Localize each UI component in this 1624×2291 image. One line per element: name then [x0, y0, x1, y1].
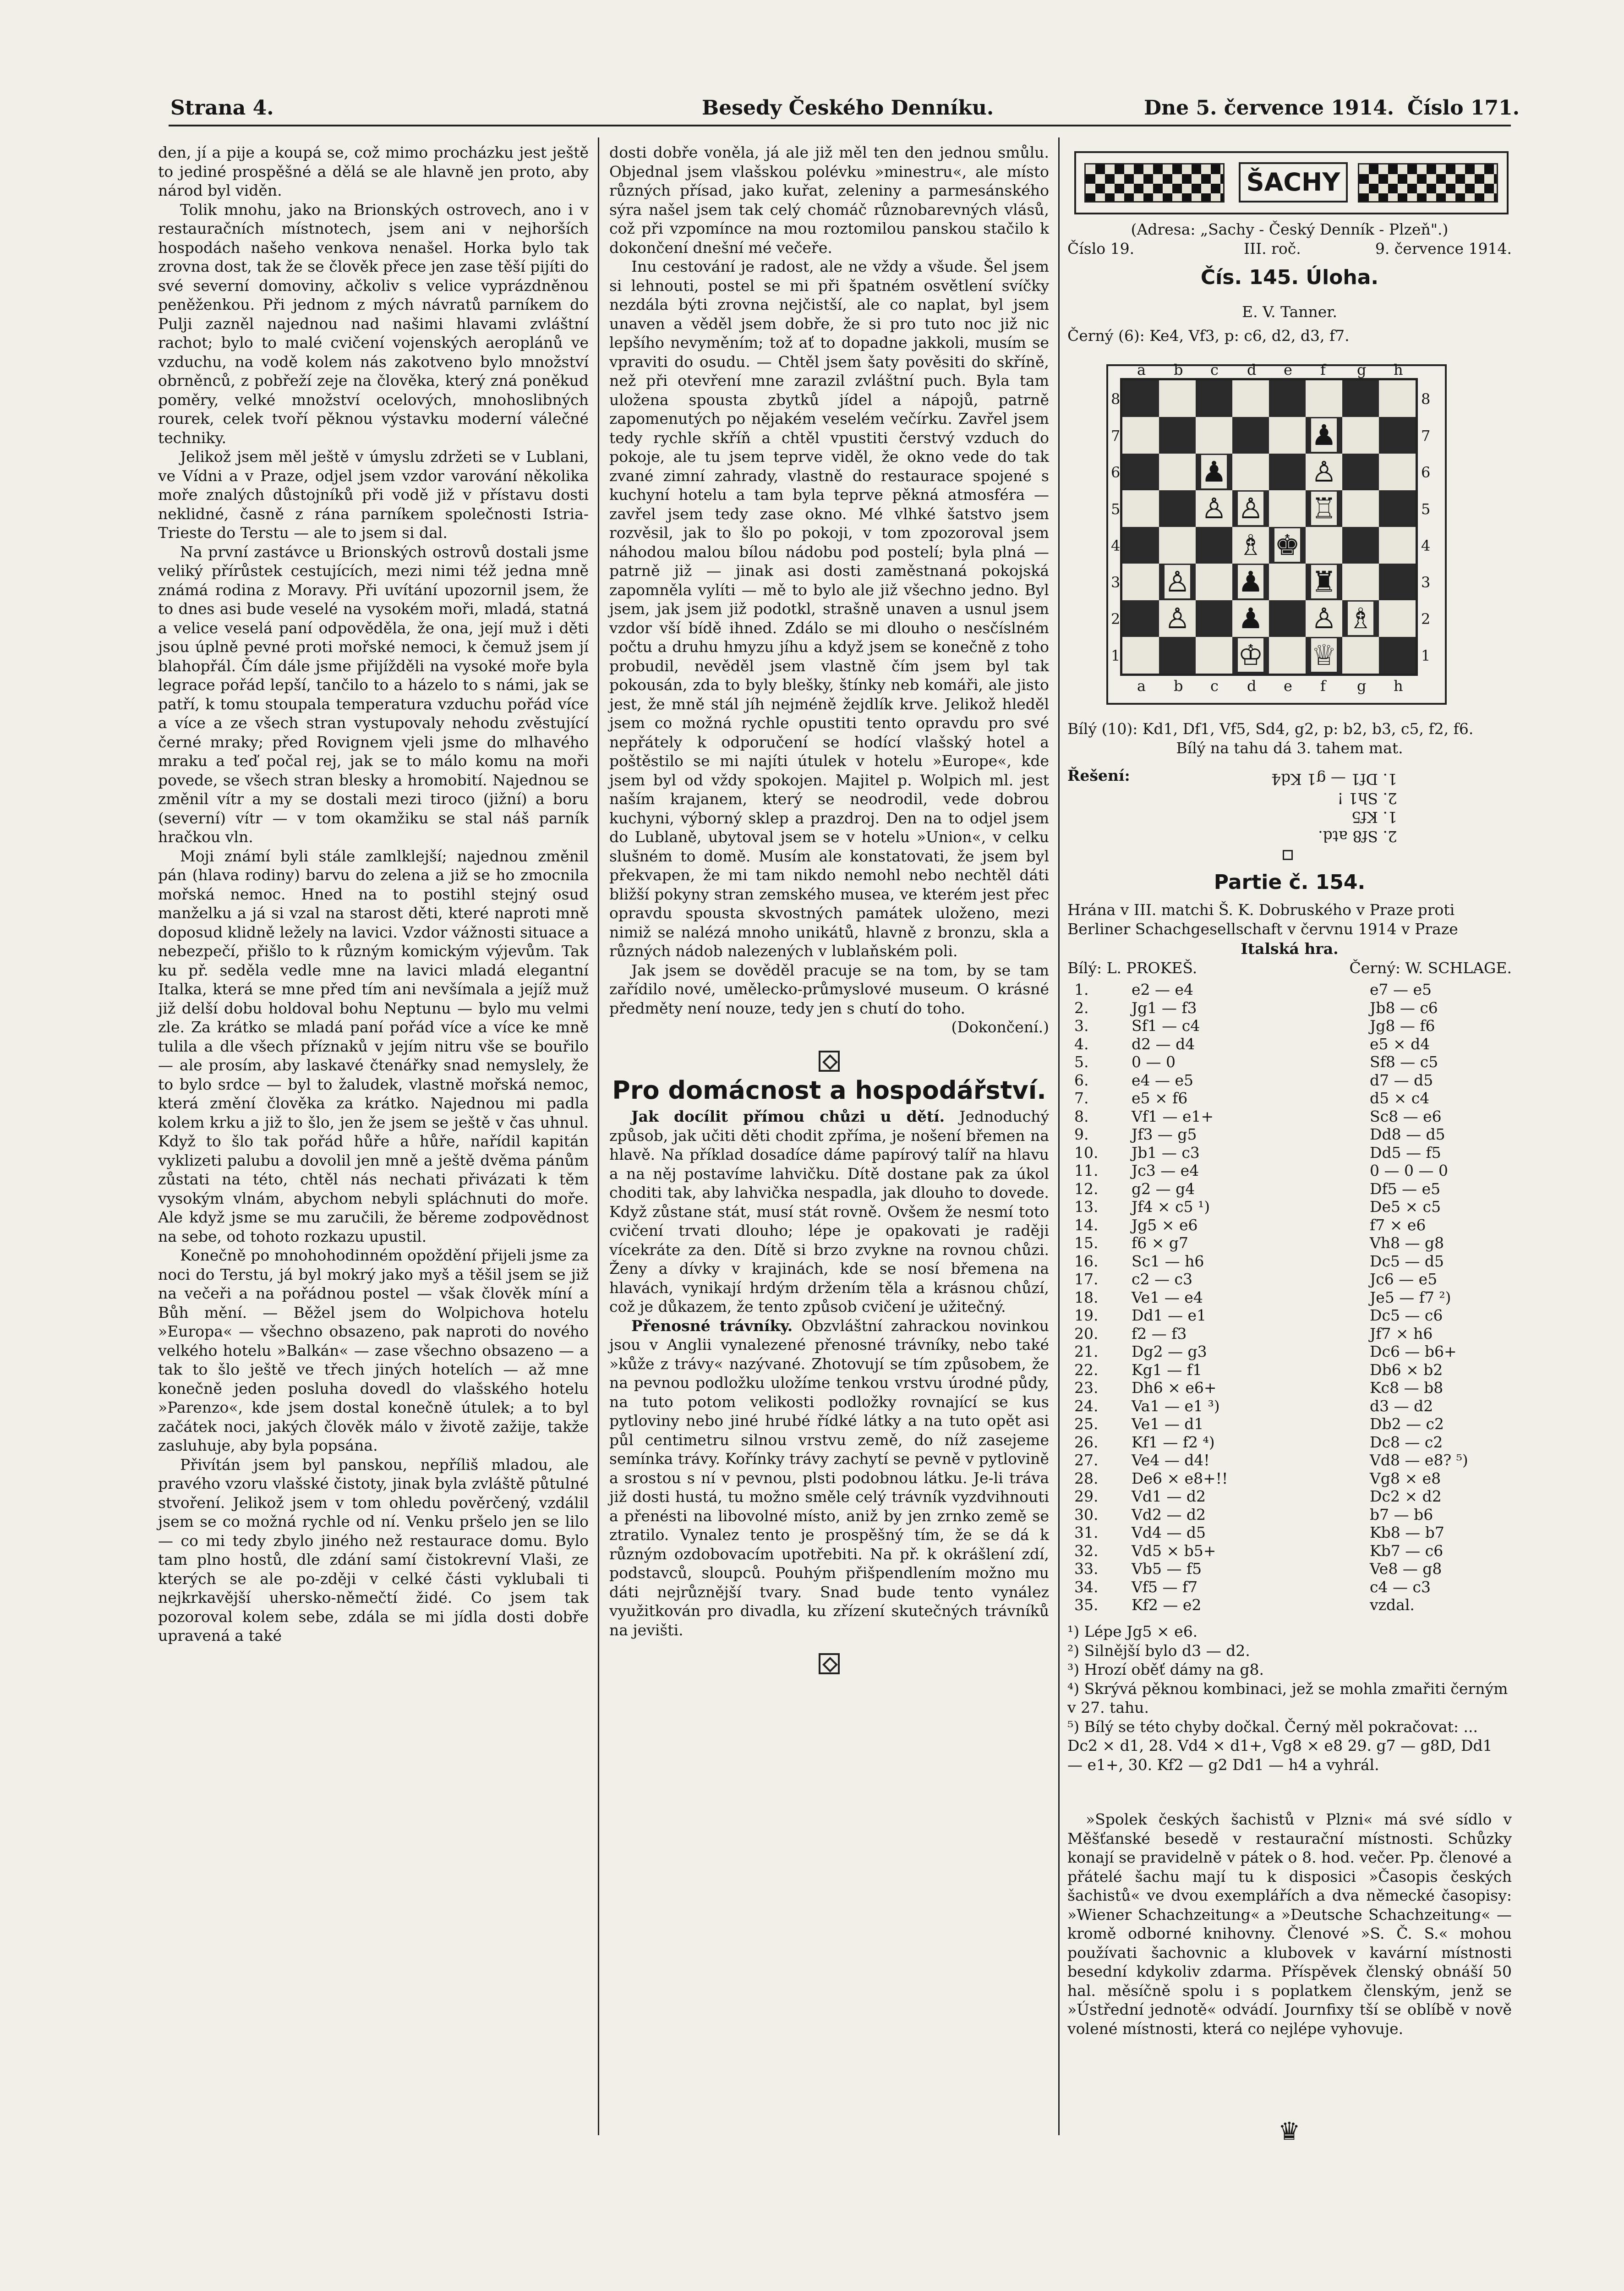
move-number: 35. — [1074, 1596, 1099, 1614]
move-number: 22. — [1074, 1360, 1099, 1379]
game-note: ⁵) Bílý se této chyby dočkal. Černý měl pokračovat: ... Dc2 × d1, 28. Vd4 × d1+, Vg8 × e8 29. g7 — g8D, Dd1 — e1+, 30. Kf2 — g2 Dd1 — h4 a vyhrál. — [1067, 1717, 1493, 1774]
game-info: Hrána v III. matchi Š. K. Dobruského v Praze proti Berliner Schachgesellschaft v červnu 1914 v Praze — [1067, 901, 1458, 938]
move-row — [1067, 1125, 1507, 1144]
solution-line: 2. Sf8 atd. — [1318, 828, 1397, 845]
article-paragraph: Jednoduchý způsob, jak učiti děti chodit zpříma, je nošení břemen na hlavě. Na příklad dosadíce dáme papírový talíř na hlavu a na něj postavíme lahvičku. Dítě dostane pak za úkol choditi tak, aby lahvička nespadla, jak dlouho to dovede. Když zůstane stát, musí stát rovně. Ovšem že nesmí toto cvičení trvati dlouho; lépe je opakovati je raději vícekráte za den. Dítě si brzo zvykne na rovnou chůzi. Ženy a dívky v krajinách, kde se nosí břemena na hlavách, vynikají hrdým držením těla a krásnou chůzí, což je důkazem, že tento způsob cvičení je užitečný. — [609, 1107, 1050, 1315]
black-move: Dc5 — c6 — [1370, 1306, 1443, 1324]
black-move: Jb8 — c6 — [1370, 998, 1438, 1017]
game-note: ⁴) Skrývá pěknou kombinaci, jež se mohla zmařiti černým v 27. tahu. — [1067, 1679, 1508, 1716]
move-number: 27. — [1074, 1451, 1099, 1469]
move-row — [1067, 1306, 1507, 1325]
newspaper-title: Besedy Českého Denníku. — [702, 96, 994, 120]
move-row — [1067, 1361, 1507, 1379]
black-pawn-icon: ♟ — [1201, 455, 1227, 488]
white-move: Dd1 — e1 — [1132, 1306, 1207, 1324]
article-paragraph: Moji známí byli stále zamlklejší; najednou změnil pán (hlava rodiny) barvu do zelena a již se ho zmocnila mořská nemoc. Hned na to postihl stejný osud manželku a já si vzal na starost děti, které naproti mně doposud klidně ležely na lavici. Vzdor vážnosti situace a nebezpečí, přišlo to k různým komickým výjevům. Tak ku př. seděla vedle mne na lavici mladá elegantní Italka, která se mne před tím ani nevšímala a jejíž muž již delší dobu holdoval bohu Neptunu — bylo mu velmi zle. Za krátko se mladá paní pořád více a více ke mně tulila a dle všech příznaků v jejím nitru vše se bouřilo — ale prosím, aby laskavé čtenářky snad nemyslely, že to bylo srdce — byl to žaludek, vlastně mořská nemoc, která změní člověka za krátko. Najednou mi padla kolem krku a již to šlo, jen že jsem se ještě v čas uhnul. Když to šlo tak pořád hůře a hůře, nařídil kapitán vyklizeti palubu a dovolil jen mně a ještě dvěma pánům zůstati na této, chtěl nás nechati přivázati k těm vysokým vlnám, abychom nebyli spláchnuti do moře. Ale když jsme se mu zaručili, že běreme zodpovědnost na sebe, od tohoto rozkazu upustil. — [158, 847, 589, 1245]
subheading: Přenosné trávníky. — [631, 1316, 793, 1335]
rank-label: 8 — [1421, 390, 1431, 408]
ornament-icon — [1283, 850, 1293, 860]
move-number: 31. — [1074, 1524, 1099, 1541]
white-move: Kg1 — f1 — [1132, 1360, 1202, 1379]
move-row — [1067, 1506, 1507, 1524]
white-move: Ve4 — d4! — [1132, 1451, 1210, 1469]
article-paragraph: Přivítán jsem byl panskou, nepříliš mladou, ale pravého vzoru vlašské čistoty, jinak byla zvláště půtulné stvoření. Jelikož jsem v tom ohledu pověrčený, vzdálil jsem se co možná rychle od ní. Venku pršelo jen se lilo — co mi tedy zbylo jiného než restaurace domu. Bylo tam plno hostů, dle zdání samí čistokrevní Vlaši, ze kterých se ale po-zději v celké části vyklubali ti nejkrkavější uhersko-němečtí židé. Co jsem tak pozoroval kolem sebe, zdála se mi jídla dosti dobře upravená a také — [158, 1455, 589, 1644]
move-row — [1067, 1107, 1507, 1126]
column-divider-1 — [598, 137, 599, 2135]
white-move: Jb1 — c3 — [1132, 1143, 1200, 1162]
move-row — [1067, 1198, 1507, 1216]
file-label: b — [1174, 677, 1183, 695]
white-move: Jg5 × e6 — [1132, 1216, 1198, 1234]
chess-club-notice: »Spolek českých šachistů v Plzni« má své sídlo v Měšťanské besedě v restaurační místnosti. Schůzky konají se pravidelně v pátek o 8. hod. večer. Pp. členové a přátelé šachu mají tu k disposici »Časopis českých šachistů« ve dvou exemplářích a dva německé časopisy: »Wiener Schachzeitung« a »Deutsche Schachzeitung« — kromě odborné knihovny. Členové »S. Č. S.« mohou používati šachovnic a klubovek v kavární místnosti besední kdykoliv zdarma. Příspěvek členský obnáší 50 hal. měsíčně spolu i s poplatkem členským, jenž se »Ústřední jednotě« odvádí. Journfixy tší se oblíbě v nově volené místnosti, která co nejlépe vyhovuje. — [1067, 1810, 1512, 2038]
white-move: Dg2 — g3 — [1132, 1343, 1207, 1360]
rank-label: 7 — [1111, 427, 1121, 444]
move-row — [1067, 1252, 1507, 1271]
white-move: e4 — e5 — [1132, 1071, 1194, 1089]
white-move: f2 — f3 — [1132, 1324, 1187, 1343]
white-move: g2 — g4 — [1132, 1179, 1195, 1198]
black-player: Černý: W. SCHLAGE. — [1349, 959, 1512, 977]
ornament-icon — [819, 1653, 840, 1674]
white-move: d2 — d4 — [1132, 1035, 1195, 1053]
move-number: 28. — [1074, 1469, 1099, 1487]
rank-label: 8 — [1111, 390, 1121, 408]
white-rook-icon: ♖ — [1311, 492, 1337, 525]
move-row — [1067, 1433, 1507, 1452]
move-number: 14. — [1074, 1216, 1099, 1234]
white-move: Jf3 — g5 — [1132, 1125, 1197, 1143]
move-number: 33. — [1074, 1560, 1099, 1578]
black-move: Dc2 × d2 — [1370, 1487, 1442, 1505]
issue-date: Dne 5. července 1914. — [1144, 96, 1394, 120]
white-queen-icon: ♕ — [1311, 638, 1337, 672]
article-paragraph: Jelikož jsem měl ještě v úmyslu zdržeti se v Lublani, ve Vídni a v Praze, odjel jsem vzdor varování několika moře znalých důstojníků při vodě již v přístavu dosti neklidné, časně z rána parníkem společnosti Istria-Trieste do Terstu — ale to jsem si dal. — [158, 448, 589, 542]
black-move: Je5 — f7 ²) — [1370, 1288, 1451, 1306]
black-king-icon: ♚ — [1274, 528, 1300, 562]
white-pawn-icon: ♙ — [1311, 455, 1337, 488]
white-move: Vd2 — d2 — [1132, 1505, 1206, 1524]
move-number: 6. — [1074, 1071, 1089, 1089]
move-number: 11. — [1074, 1162, 1099, 1179]
move-number: 16. — [1074, 1252, 1099, 1270]
black-move: Sf8 — c5 — [1370, 1053, 1438, 1071]
white-move: e2 — e4 — [1132, 981, 1194, 998]
white-move: Ve1 — d1 — [1132, 1415, 1204, 1433]
move-number: 19. — [1074, 1306, 1099, 1324]
white-move: Vd5 × b5+ — [1132, 1541, 1216, 1560]
rank-label: 2 — [1421, 610, 1431, 628]
move-number: 25. — [1074, 1415, 1099, 1433]
file-label: h — [1394, 677, 1403, 695]
white-move: Sf1 — c4 — [1132, 1017, 1200, 1035]
move-number: 20. — [1074, 1324, 1099, 1343]
move-number: 29. — [1074, 1487, 1099, 1505]
move-number: 17. — [1074, 1270, 1099, 1288]
black-move: Dd8 — d5 — [1370, 1125, 1445, 1143]
white-move: Kf2 — e2 — [1132, 1596, 1202, 1614]
move-row — [1067, 981, 1507, 999]
move-row — [1067, 1089, 1507, 1107]
travel-article-column-2 — [609, 143, 1049, 1683]
rank-label: 6 — [1421, 464, 1431, 481]
black-move: Df5 — e5 — [1370, 1179, 1441, 1198]
black-move: d5 × c4 — [1370, 1089, 1430, 1107]
file-label: e — [1284, 361, 1292, 378]
file-label: a — [1137, 677, 1146, 695]
black-move: vzdal. — [1370, 1596, 1415, 1614]
rank-label: 1 — [1111, 647, 1121, 664]
move-row — [1067, 1035, 1507, 1053]
black-move: Jg8 — f6 — [1370, 1017, 1435, 1035]
white-move: De6 × e8+!! — [1132, 1469, 1228, 1487]
black-move: Ve8 — g8 — [1370, 1560, 1442, 1578]
chess-volume: III. roč. — [1244, 240, 1301, 258]
black-pieces: Černý (6): Ke4, Vf3, p: c6, d2, d3, f7. — [1067, 327, 1350, 345]
move-row — [1067, 1469, 1507, 1488]
move-row — [1067, 1578, 1507, 1596]
black-move: Dd5 — f5 — [1370, 1143, 1441, 1162]
article-paragraph: Tolik mnohu, jako na Brionských ostrovech, ano i v restauračních místnotech, jsem ani v nejhorších hospodách našeho venkova nenašel. Horka bylo tak zrovna dost, tak že se člověk přece jen zase těší pijíti do své severní domoviny, ačkoliv s velice vyprázdněnou peněženkou. Při jednom z mých návratů parníkem do Pulji zazněl najednou nad našimi hlavami zvláštní rachot; bylo to malé cvičení vojenských aeroplánů ve vzduchu, na vodě kolem nás zakotveno bylo množství obrněnců, z pobřeží zeje na člověka, který zná poněkud poměry, velké množství ocelových, mnohoslibných rourek, celek tvoří pěknou výstavku moderní válečné techniky. — [158, 200, 589, 447]
file-label: h — [1394, 361, 1403, 378]
white-pawn-icon: ♙ — [1165, 565, 1190, 598]
black-move: Kb7 — c6 — [1370, 1541, 1444, 1560]
problem-stipulation: Bílý na tahu dá 3. tahem mat. — [1176, 739, 1403, 757]
white-player: Bílý: L. PROKEŠ. — [1067, 959, 1197, 977]
move-row — [1067, 1379, 1507, 1397]
rank-label: 1 — [1421, 647, 1431, 664]
file-label: e — [1284, 677, 1292, 695]
move-number: 24. — [1074, 1397, 1099, 1415]
black-pawn-icon: ♟ — [1311, 418, 1337, 452]
black-move: b7 — b6 — [1370, 1505, 1433, 1524]
white-move: Vd4 — d5 — [1132, 1524, 1206, 1541]
black-move: Dc8 — c2 — [1370, 1433, 1443, 1451]
game-title: Partie č. 154. — [1214, 871, 1366, 894]
game-moves-table — [1067, 981, 1507, 1614]
black-move: Db6 × b2 — [1370, 1360, 1443, 1379]
solution-line: 1. Kf5 — [1351, 808, 1397, 827]
white-bishop-icon: ♗ — [1238, 528, 1263, 562]
move-row — [1067, 1162, 1507, 1180]
file-label: a — [1137, 361, 1146, 378]
white-pawn-icon: ♙ — [1311, 602, 1337, 635]
black-pawn-icon: ♟ — [1238, 602, 1263, 635]
white-pawn-icon: ♙ — [1201, 492, 1227, 525]
file-label: f — [1320, 361, 1326, 378]
king-ornament-icon: ♛ — [1278, 2117, 1301, 2146]
file-label: g — [1357, 677, 1367, 695]
game-note: ³) Hrozí oběť dámy na g8. — [1067, 1661, 1264, 1678]
article-paragraph: Konečně po mnohohodinném opoždění přijeli jsme za noci do Terstu, já byl mokrý jako myš a těšil jsem se již na večeři a na pořádnou postel — však člověk míní a Bůh mění. — Běžel jsem do Wolpichova hotelu »Europa« — všechno obsazeno, pak naproti do nového velkého hotelu »Balkán« — zase všechno obsazeno — a tak to šlo ještě ve třech jiných hotelích — až mne konečně jeden posluha dovedl do vlašského hotelu »Parenzo«, kde jsem dostal konečně útulek; a to byl začátek noci, jakých člověk málo v životě zažije, takže zasluhuje, aby byla popsána. — [158, 1246, 589, 1454]
black-move: Dc6 — b6+ — [1370, 1343, 1457, 1360]
move-number: 23. — [1074, 1379, 1099, 1397]
move-row — [1067, 1560, 1507, 1578]
black-move: Dc5 — d5 — [1370, 1252, 1444, 1270]
move-number: 26. — [1074, 1433, 1099, 1451]
move-row — [1067, 1017, 1507, 1035]
white-move: Sc1 — h6 — [1132, 1252, 1204, 1270]
move-number: 10. — [1074, 1143, 1099, 1162]
move-number: 1. — [1074, 981, 1089, 998]
rank-label: 6 — [1111, 464, 1121, 481]
black-move: d3 — d2 — [1370, 1397, 1433, 1415]
solution-line: 1. Df1 — g1 Kd4 — [1271, 770, 1397, 789]
article-paragraph: Inu cestování je radost, ale ne vždy a všude. Šel jsem si lehnouti, postel se mi při špatném osvětlení svíčky nezdála býti zrovna nejčistší, ale co naplat, byl jsem unaven a věděl jsem dobře, že si pro tuto noc již nic lepšího nevyměním; tož ať to dopadne jakkoli, musím se vpraviti do osudu. — Chtěl jsem šaty pověsiti do skříně, než při otevření mne zarazil zvláštní puch. Byla tam uložena spousta zbytků jídel a nápojů, patrně zapomenutých po nějakém veselém večírku. Zavřel jsem tedy rychle skříň a chtěl vpustiti čerstvý vzduch do pokoje, ale tu jsem teprve viděl, že okno vede do tak zvané zimní zahrady, vlastně do restaurace spojené s kuchyní hotelu a tam byla teprve pěkná atmosféra — zavřel jsem tedy zase okno. Mé vlhké šatstvo jsem rozvěsil, jak to šlo po pokoji, v tom zpozoroval jsem náhodou malou bílou nádobu pod postelí; byla plná — patrně již — jinak asi dosti zaměstnaná pokojská zapomněla vylíti — mě to bylo ale již všechno jedno. Byl jsem, jak jsem již podotkl, strašně unaven a usnul jsem vzdor vší bídě ihned. Zdálo se mi dlouho o nesčíslném počtu a druhu hmyzu jíhu a když jsem se konečně z toho probudil, nevěděl jsem vlastně čím jsem byl tak pokousán, zda to byly blešky, štínky neb komáři, ale jisto jest, že mně stál jíh nejméně žejdlík krve. Jelikož hleděl jsem co možná rychle opustiti tento opravdu pro své nepřátely k odporučení se hodící vlašský hotel a poštěstilo se mi najíti útulek v hotelu »Europe«, kde jsem byl od vždy spokojen. Majitel p. Wolpich ml. jest naším krajanem, který se neodrodil, vede dobrou kuchyni, výborný sklep a prazdroj. Den na to odjel jsem do Lublaně, ubytoval jsem se v hotelu »Union«, v celku slušném to domě. Musím ale konstatovati, že jsem byl překvapen, že mi tam nikdo nemohl nebo nechtěl dáti bližší pokyny stran zemského musea, ve kterém jest přec opravdu spousta skvostných památek uloženo, mezi nimiž se nalézá mnoho unikátů, hlavně z bronzu, skla a různých nádob nalezených v lublaňském poli. — [609, 258, 1049, 960]
black-pawn-icon: ♟ — [1238, 565, 1263, 598]
chess-section-banner — [1074, 151, 1509, 214]
black-move: c4 — c3 — [1370, 1578, 1431, 1596]
move-number: 4. — [1074, 1035, 1089, 1053]
rank-label: 3 — [1421, 574, 1431, 591]
white-pawn-icon: ♙ — [1165, 602, 1190, 635]
article-paragraph: den, jí a pije a koupá se, což mimo procházku jest ještě to jediné prospěšné a dělá se ale hlavně jen proto, aby národ byl viděn. — [158, 143, 589, 199]
black-move: Sc8 — e6 — [1370, 1107, 1442, 1125]
travel-article-column-1 — [158, 143, 589, 1645]
file-label: g — [1357, 361, 1367, 378]
game-notes — [1067, 1622, 1512, 1774]
rank-label: 4 — [1421, 537, 1431, 554]
move-row — [1067, 1524, 1507, 1542]
continuation-note: (Dokončení.) — [951, 1018, 1049, 1036]
white-move: Vd1 — d2 — [1132, 1487, 1206, 1505]
chess-board — [1120, 378, 1418, 676]
file-label: c — [1210, 677, 1219, 695]
move-number: 30. — [1074, 1505, 1099, 1524]
move-number: 12. — [1074, 1179, 1099, 1198]
white-move: e5 × f6 — [1132, 1089, 1188, 1107]
rank-label: 2 — [1111, 610, 1121, 628]
black-move: 0 — 0 — 0 — [1370, 1162, 1448, 1179]
move-number: 21. — [1074, 1343, 1099, 1360]
white-king-icon: ♔ — [1238, 638, 1263, 672]
white-move: Vf5 — f7 — [1132, 1578, 1198, 1596]
move-number: 7. — [1074, 1089, 1089, 1107]
black-move: Vh8 — g8 — [1370, 1234, 1444, 1252]
rank-label: 5 — [1111, 500, 1121, 518]
move-number: 18. — [1074, 1288, 1099, 1306]
move-row — [1067, 1180, 1507, 1198]
column-divider-2 — [1058, 137, 1060, 2135]
move-row — [1067, 1270, 1507, 1288]
players — [1067, 959, 1512, 978]
black-rook-icon: ♜ — [1311, 565, 1337, 598]
rank-label: 3 — [1111, 574, 1121, 591]
file-label: f — [1320, 677, 1326, 695]
black-move: Jf7 × h6 — [1370, 1324, 1433, 1343]
white-move: Dh6 × e6+ — [1132, 1379, 1217, 1397]
move-number: 3. — [1074, 1017, 1089, 1035]
move-row — [1067, 1343, 1507, 1361]
solution-inverted — [1214, 770, 1397, 846]
page-header — [170, 96, 1520, 124]
move-row — [1067, 1144, 1507, 1162]
rank-label: 5 — [1421, 500, 1431, 518]
white-move: Jc3 — e4 — [1132, 1162, 1199, 1179]
file-label: d — [1247, 677, 1257, 695]
black-move: f7 × e6 — [1370, 1216, 1426, 1234]
move-number: 8. — [1074, 1107, 1089, 1125]
checkerboard-ornament-icon — [1358, 163, 1498, 203]
black-move: Vd8 — e8? ⁵) — [1370, 1451, 1468, 1469]
black-move: Vg8 × e8 — [1370, 1469, 1441, 1487]
move-number: 13. — [1074, 1198, 1099, 1216]
move-row — [1067, 1216, 1507, 1234]
black-move: Kc8 — b8 — [1370, 1379, 1444, 1397]
rank-label: 4 — [1111, 537, 1121, 554]
chess-address: (Adresa: „Sachy - Český Denník - Plzeň".) — [1131, 220, 1449, 238]
solution-line: 2. Sh1 ! — [1337, 789, 1397, 807]
problem-title: Čís. 145. Úloha. — [1200, 266, 1379, 289]
move-row — [1067, 1288, 1507, 1307]
chess-section-title: ŠACHY — [1239, 162, 1348, 203]
black-move: Kb8 — b7 — [1370, 1524, 1444, 1541]
black-move: e5 × d4 — [1370, 1035, 1430, 1053]
issue-number: Číslo 171. — [1407, 96, 1520, 120]
checkerboard-ornament-icon — [1084, 163, 1225, 203]
white-move: 0 — 0 — [1132, 1053, 1176, 1071]
black-move: Jc6 — e5 — [1370, 1270, 1438, 1288]
article-paragraph: Jak jsem se dověděl pracuje se na tom, by se tam zařídilo nové, umělecko-průmyslové museum. O krásné předměty není nouze, tedy jen s chutí do toho. — [609, 961, 1049, 1017]
move-row — [1067, 1234, 1507, 1252]
file-label: d — [1247, 361, 1257, 378]
move-number: 9. — [1074, 1125, 1089, 1143]
chess-issue-line — [1067, 239, 1512, 258]
opening-name: Italská hra. — [1241, 940, 1339, 958]
white-move: Vf1 — e1+ — [1132, 1107, 1214, 1125]
article-paragraph: Obzvláštní zahrackou novinkou jsou v Anglii vynalezené přenosné trávníky, nebo také »kůže z trávy« nazývané. Zhotovují se tím způsobem, že na pevnou podložku uložíme tenkou vrstvu úrodné půdy, na tuto potom velikosti podložky rovnající se kus pytloviny nebo jiné hrubé řídké látky a na tuto opět asi půl centimetru silnou vrstvu země, do níž zasejeme semínka trávy. Kořínky trávy zachytí se pevně v pytlovině a srostou s ní v pevnou, plsti podobnou látku. Je-li tráva již dosti hustá, tu možno směle celý trávník vyzdvihnouti a přenésti na libovolné místo, aniž by jen zrnko země se ztratilo. Vynalez tento je prospěšný tím, že se dá k různým ozdobovacím upotřebiti. Na př. k okrášlení zdí, podstavců, sloupců. Pouhým přišpendlením možno mu dáti nejrůznější tvary. Snad bude tento vynález využitkován pro divadla, ku zřízení skutečných trávníků na jevišti. — [609, 1316, 1049, 1639]
move-row — [1067, 999, 1507, 1017]
household-section-title: Pro domácnost a hospodářství. — [612, 1075, 1046, 1105]
chess-date: 9. července 1914. — [1375, 240, 1512, 258]
article-paragraph: dosti dobře voněla, já ale již měl ten den jednou smůlu. Objednal jsem vlašskou polévku »minestru«, ale místo různých přísad, jako kuřat, zeleniny a parmesánského sýra našel jsem tak celý chomáč různobarevných vlásů, což při vzpomínce na mou roztomilou panskou stačilo k dokončení dnešní mé večeře. — [609, 143, 1049, 257]
black-move: d7 — d5 — [1370, 1071, 1433, 1089]
move-row — [1067, 1596, 1507, 1614]
move-row — [1067, 1542, 1507, 1560]
subheading: Jak docílit přímou chůzi u dětí. — [631, 1107, 945, 1125]
move-number: 15. — [1074, 1234, 1099, 1252]
article-paragraph: Na první zastávce u Brionských ostrovů dostali jsme veliký přírůstek cestujících, mezi nimi též jedna mně známá rodina z Moravy. Při uvítání upozornil jsem, že to dnes asi bude veselé na vysokém moři, mladá, statná a velice veselá paní odpověděla, že ona, její muž i děti jsou úplně pevné proti mořské nemoci, k čemuž jsem jí blahopřál. Čím dále jsme přijížděli na vysoké moře byla legrace pořád lepší, tančilo to a házelo to s námi, jak se patří, k tomu stoupala temperatura vzduchu pořád více a více a ze všech stran vystupovaly nehodu zvěstující černé mraky; před Rovignem vjeli jsme do mlhavého mraku a teď počal rej, jak se to málo komu na moři povede, se všech stran blesky a hromobití. Najednou se změnil vítr a my se dostali mezi tiroco (jižní) a boru (severní) vítr — v tom okamžiku se stal náš parník hračkou vln. — [158, 543, 589, 846]
move-row — [1067, 1071, 1507, 1090]
move-row — [1067, 1487, 1507, 1506]
move-number: 32. — [1074, 1541, 1099, 1560]
game-note: ²) Silnější bylo d3 — d2. — [1067, 1641, 1250, 1660]
white-bishop-icon: ♗ — [1348, 602, 1373, 635]
file-label: b — [1174, 361, 1183, 378]
move-row — [1067, 1451, 1507, 1469]
white-move: Ve1 — e4 — [1132, 1288, 1203, 1306]
move-row — [1067, 1397, 1507, 1415]
black-move: Db2 — c2 — [1370, 1415, 1444, 1433]
white-move: Va1 — e1 ³) — [1132, 1397, 1220, 1415]
move-row — [1067, 1325, 1507, 1343]
white-move: f6 × g7 — [1132, 1234, 1188, 1252]
chess-issue-number: Číslo 19. — [1067, 240, 1135, 258]
move-number: 34. — [1074, 1578, 1099, 1596]
rank-label: 7 — [1421, 427, 1431, 444]
move-number: 2. — [1074, 998, 1089, 1017]
move-row — [1067, 1415, 1507, 1433]
ornament-icon — [819, 1051, 840, 1072]
problem-composer: E. V. Tanner. — [1242, 303, 1337, 321]
header-rule — [169, 125, 1511, 126]
solution-label: Řešení: — [1067, 767, 1130, 784]
page-number: Strana 4. — [170, 96, 274, 120]
white-move: Jg1 — f3 — [1132, 998, 1197, 1017]
black-move: e7 — e5 — [1370, 981, 1432, 998]
white-move: Kf1 — f2 ⁴) — [1132, 1433, 1215, 1451]
black-move: De5 × c5 — [1370, 1198, 1441, 1216]
white-pieces: Bílý (10): Kd1, Df1, Vf5, Sd4, g2, p: b2, b3, c5, f2, f6. — [1067, 720, 1474, 738]
white-move: Jf4 × c5 ¹) — [1132, 1198, 1210, 1216]
file-label: c — [1210, 361, 1219, 378]
white-move: Vb5 — f5 — [1132, 1560, 1202, 1578]
move-number: 5. — [1074, 1053, 1089, 1071]
white-pawn-icon: ♙ — [1238, 492, 1263, 525]
move-row — [1067, 1053, 1507, 1071]
game-note: ¹) Lépe Jg5 × e6. — [1067, 1622, 1198, 1640]
white-move: c2 — c3 — [1132, 1270, 1192, 1288]
